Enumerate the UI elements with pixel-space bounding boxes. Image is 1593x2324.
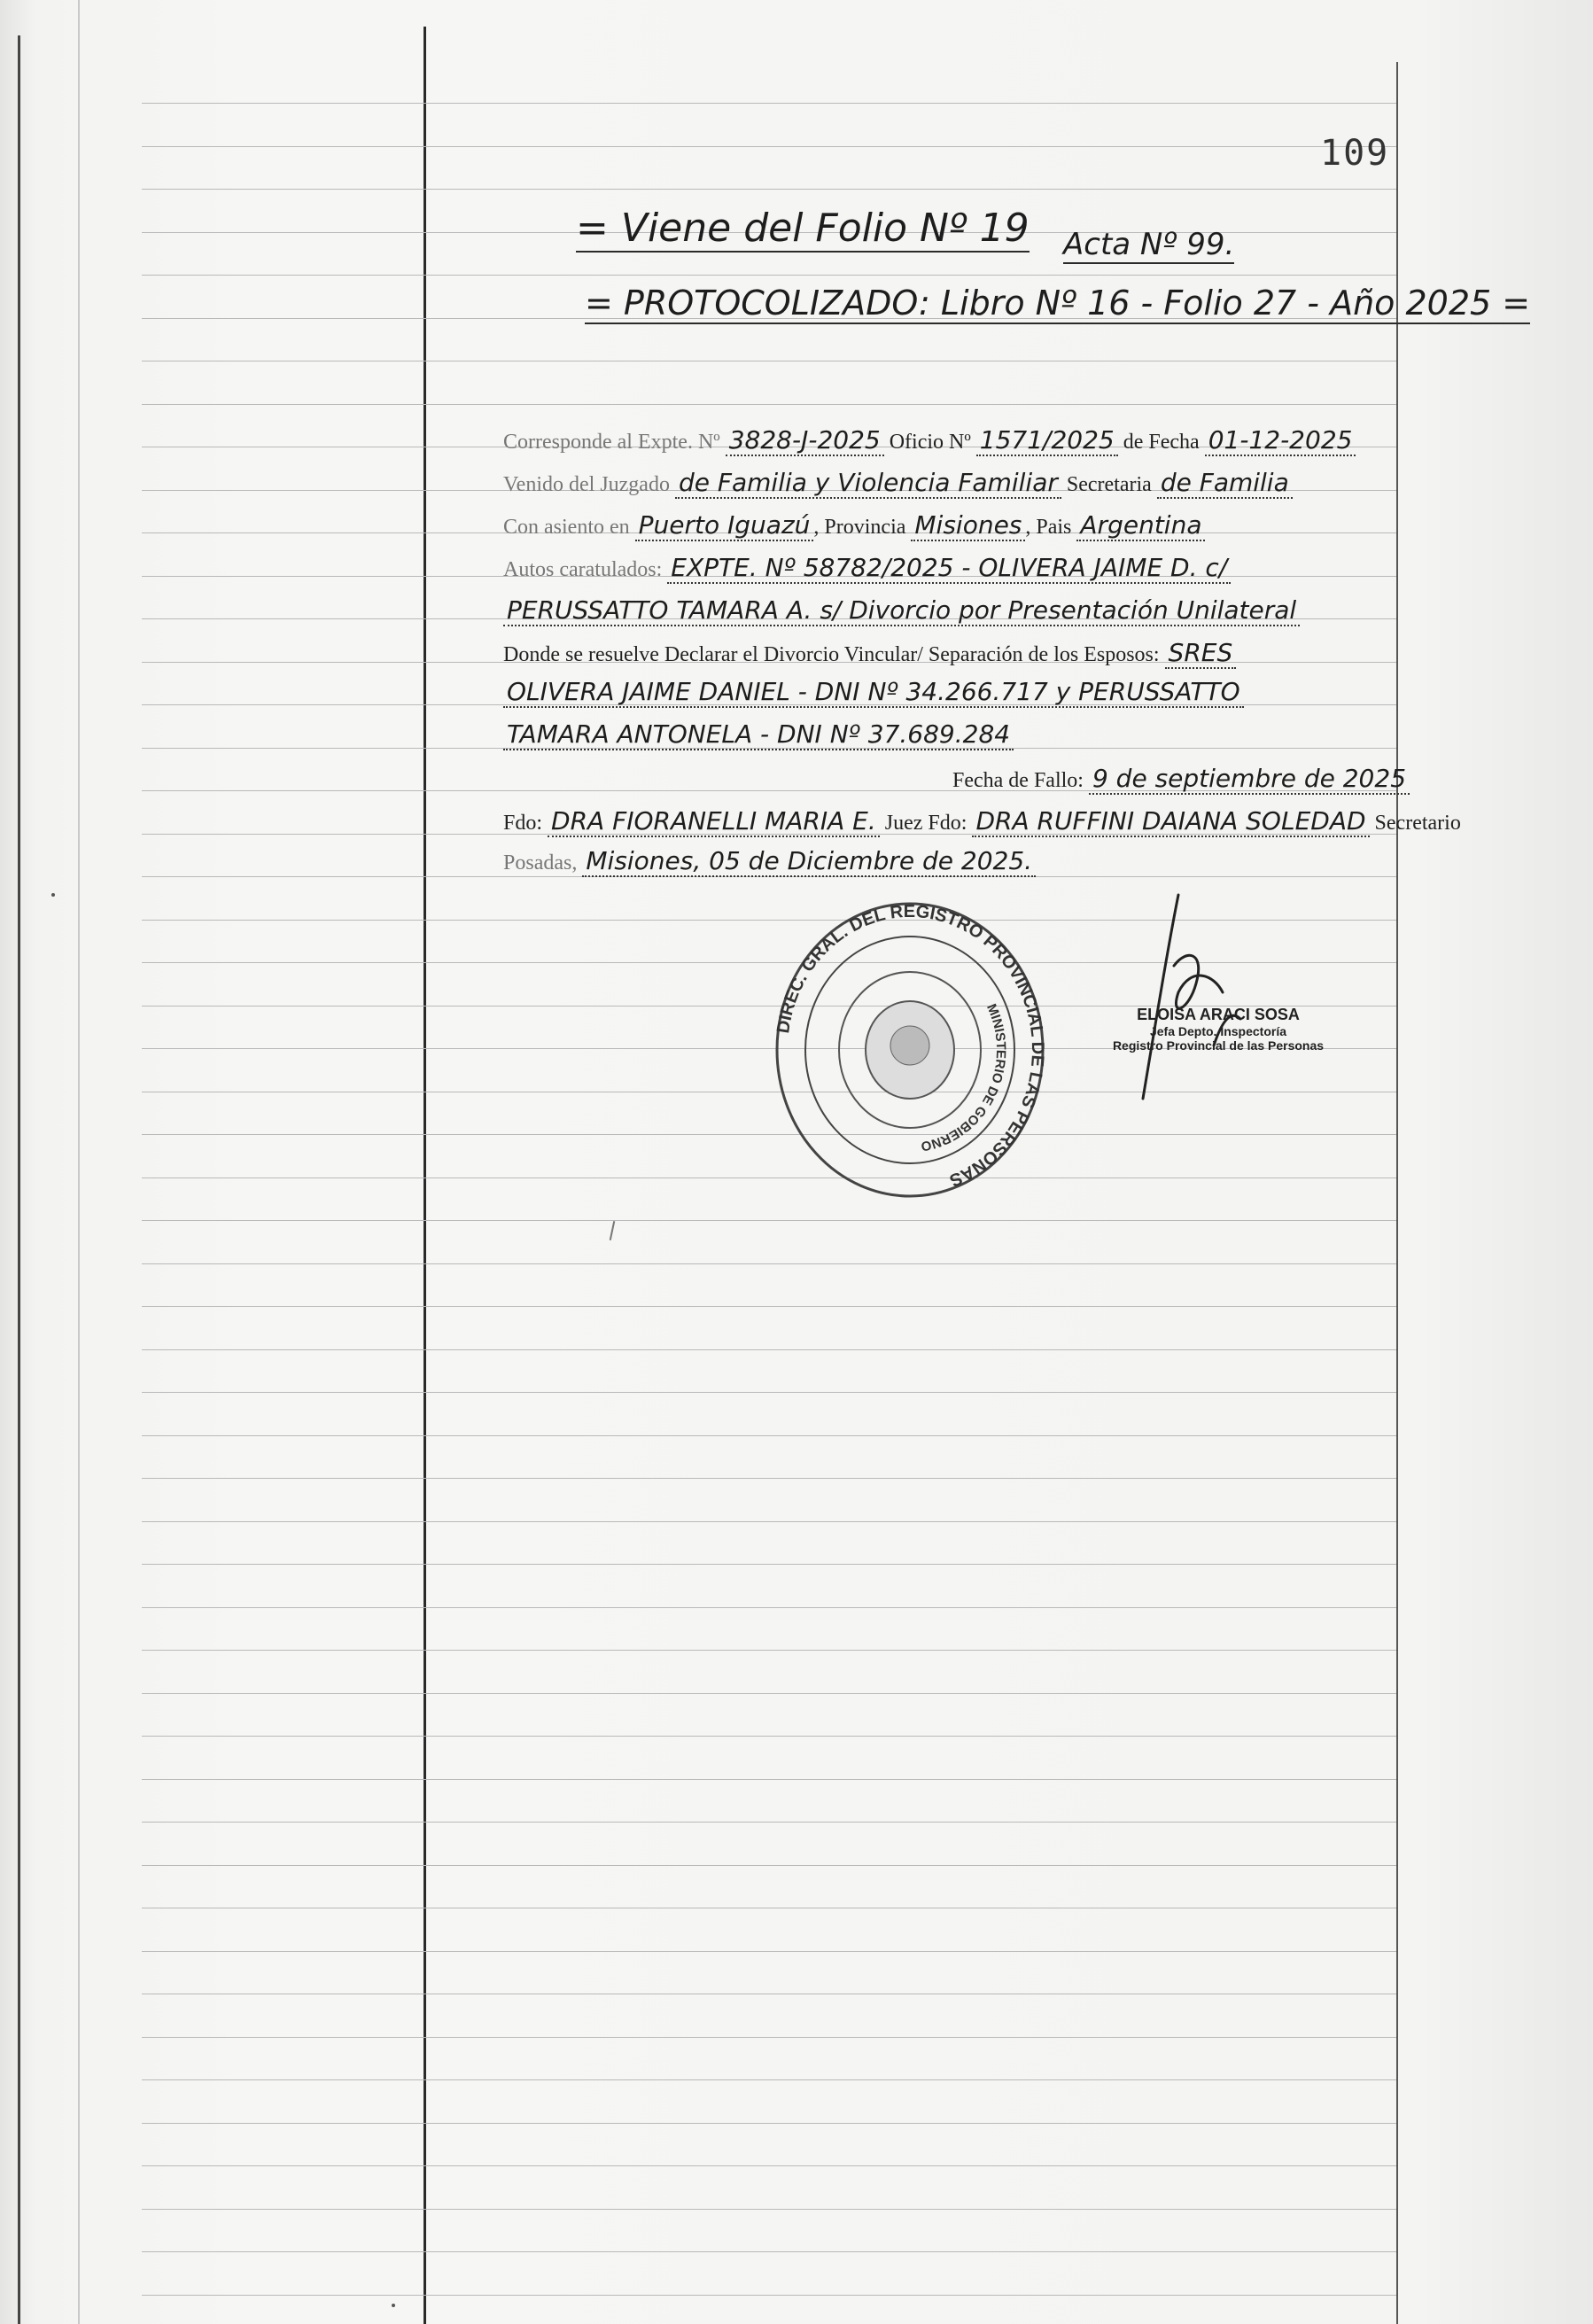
signatory-block (1112, 1006, 1325, 1053)
binding-edge (18, 35, 20, 2324)
ruled-line (142, 1521, 1396, 1522)
fdo-sec-value: DRA RUFFINI DAIANA SOLEDAD (972, 806, 1369, 837)
resuelve-label: Donde se resuelve Declarar el Divorcio Vincular/ Separación de los Esposos: (503, 643, 1160, 666)
ruled-line (142, 1951, 1396, 1952)
form-row-autos-cont (503, 595, 1300, 625)
stamp-outer-text: DIREC. GRAL. DEL REGISTRO PROVINCIAL DE LAS PERSONAS (773, 901, 1047, 1191)
fdo-sec-label: Fdo: (928, 812, 967, 835)
pen-mark (610, 1221, 616, 1240)
pais-value: Argentina (1076, 510, 1205, 541)
form-row-fallo (952, 764, 1410, 793)
ruled-line (142, 189, 1396, 190)
resuelve-value-line2: TAMARA ANTONELA - DNI Nº 37.689.284 (503, 719, 1014, 750)
fallo-value: 9 de septiembre de 2025 (1089, 764, 1410, 795)
ruled-line (142, 1478, 1396, 1479)
ruled-line (142, 1392, 1396, 1393)
ruled-line (142, 1306, 1396, 1307)
juzgado-value: de Familia y Violencia Familiar (675, 468, 1061, 499)
fecha-value: 01-12-2025 (1205, 425, 1356, 456)
ruled-line (142, 2079, 1396, 2080)
posadas-value: Misiones, 05 de Diciembre de 2025. (582, 846, 1036, 877)
form-row-firmas (503, 806, 1461, 836)
ruled-line (142, 1693, 1396, 1694)
expte-value: 3828-J-2025 (726, 425, 884, 456)
form-row-autos (503, 553, 1231, 582)
ruled-line (142, 1220, 1396, 1221)
ruled-line (142, 2165, 1396, 2166)
handwritten-signature (1090, 886, 1285, 1116)
ruled-line (142, 1607, 1396, 1608)
oficio-value: 1571/2025 (976, 425, 1118, 456)
right-page-edge (1396, 62, 1398, 2324)
secretaria-label: Secretaria (1066, 473, 1152, 496)
ruled-line (142, 1865, 1396, 1866)
header-acta-number: Acta Nº 99. (1063, 227, 1235, 262)
resuelve-value-sres: SRES (1165, 638, 1237, 669)
ruled-line (142, 2037, 1396, 2038)
ruled-line (142, 2251, 1396, 2252)
form-row-expte (503, 425, 1356, 455)
official-stamp (773, 899, 1047, 1201)
fdo-juez-value: DRA FIORANELLI MARIA E. (548, 806, 880, 837)
ruled-line (142, 1263, 1396, 1264)
provincia-label: Provincia (824, 516, 906, 539)
ruled-line (142, 404, 1396, 405)
signatory-title-2: Registro Provincial de las Personas (1112, 1038, 1325, 1053)
form-row-posadas (503, 846, 1036, 875)
ruled-line (142, 1134, 1396, 1135)
juez-label: Juez (884, 812, 923, 835)
form-row-resuelve (503, 638, 1236, 667)
signatory-name: ELOISA ARACI SOSA (1137, 1006, 1300, 1023)
secretaria-value: de Familia (1157, 468, 1293, 499)
ink-speck (51, 893, 55, 897)
ruled-line (142, 1822, 1396, 1823)
form-row-asiento: Con asiento en Puerto Iguazú , Provincia Misiones , Pais Argentina (503, 510, 1205, 540)
margin-rule (424, 27, 426, 2324)
header-protocolizado: = PROTOCOLIZADO: Libro Nº 16 - Folio 27 - Año 2025 = (585, 284, 1531, 323)
juzgado-label: Venido del Juzgado (503, 473, 670, 496)
ruled-line (142, 2209, 1396, 2210)
expte-label: Corresponde al Expte. Nº (503, 431, 720, 454)
secretario-label: Secretario (1374, 812, 1461, 835)
form-row-esposos-2 (503, 719, 1014, 749)
asiento-value: Puerto Iguazú (635, 510, 814, 541)
ruled-line (142, 103, 1396, 104)
pais-label: Pais (1036, 516, 1072, 539)
fallo-label: Fecha de Fallo: (952, 769, 1084, 792)
ruled-line (142, 1736, 1396, 1737)
ink-speck (392, 2304, 395, 2307)
page-crease (78, 0, 80, 2324)
ruled-line (142, 1349, 1396, 1350)
asiento-label: Con asiento en (503, 516, 630, 539)
fdo-juez-label: Fdo: (503, 812, 543, 835)
provincia-value: Misiones (911, 510, 1025, 541)
signatory-title-1: Jefa Depto. Inspectoría (1149, 1024, 1287, 1038)
ruled-line (142, 1435, 1396, 1436)
oficio-label: Oficio Nº (889, 431, 971, 454)
folio-number: 109 (1320, 133, 1390, 174)
resuelve-value-line1: OLIVERA JAIME DANIEL - DNI Nº 34.266.717 y PERUSSATTO (503, 677, 1244, 708)
ruled-line (142, 146, 1396, 147)
form-row-esposos-1 (503, 677, 1244, 706)
stamp-inner-text: MINISTERIO DE GOBIERNO (919, 1001, 1009, 1154)
autos-value-line1: EXPTE. Nº 58782/2025 - OLIVERA JAIME D. c/ (667, 553, 1231, 584)
autos-label: Autos caratulados: (503, 558, 663, 581)
ruled-line (142, 1564, 1396, 1565)
ruled-line (142, 2295, 1396, 2296)
posadas-label: Posadas, (503, 851, 578, 874)
fecha-label: de Fecha (1123, 431, 1200, 454)
ruled-line (142, 275, 1396, 276)
ruled-line (142, 1779, 1396, 1780)
autos-value-line2: PERUSSATTO TAMARA A. s/ Divorcio por Presentación Unilateral (503, 595, 1300, 626)
form-row-juzgado (503, 468, 1293, 497)
header-viene-del-folio: = Viene del Folio Nº 19 (576, 206, 1030, 251)
ruled-line (142, 1650, 1396, 1651)
ruled-line (142, 2123, 1396, 2124)
